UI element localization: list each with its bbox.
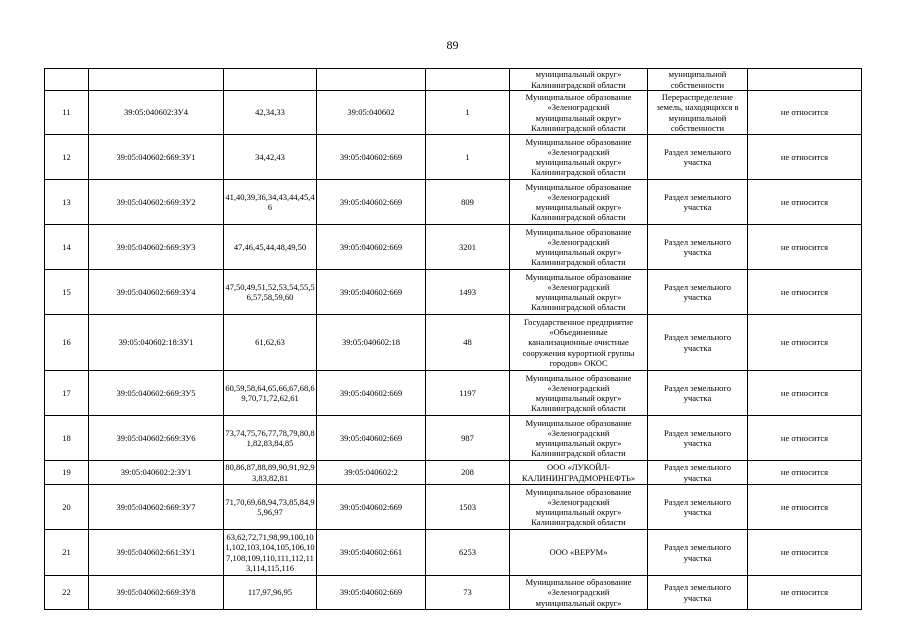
relation-cell	[748, 69, 862, 91]
formation-method-line: Раздел земельного	[664, 496, 731, 507]
relation-cell: не относится	[748, 416, 862, 461]
table-row	[45, 270, 862, 315]
owner-line: Калининградской области	[531, 79, 626, 90]
owner-line: «Зеленоградский	[547, 281, 610, 292]
owner-line: Муниципальное образование	[525, 486, 632, 497]
formation-method-cell	[648, 225, 748, 270]
owner-line: Калининградской области	[531, 212, 626, 223]
area-cell: 1	[426, 135, 510, 180]
owner-line: муниципальный округ»	[535, 157, 622, 167]
owner-line: Муниципальное образование	[525, 92, 632, 103]
formation-method-cell	[648, 371, 748, 416]
formation-method-line: собственности	[670, 122, 725, 133]
cadastral-number-cell	[89, 69, 224, 91]
owner-line: муниципальный округ»	[535, 292, 622, 302]
formation-method-line: Раздел земельного	[664, 542, 731, 553]
owner-line: «Зеленоградский	[547, 496, 610, 507]
formation-method-line: участка	[683, 202, 712, 212]
land-plots-table	[44, 68, 862, 610]
formation-method-line: Раздел земельного	[664, 191, 731, 202]
boundary-points-cell	[224, 69, 317, 91]
owner-line: Калининградской области	[531, 403, 626, 414]
formation-method-line: муниципальной	[668, 69, 727, 80]
formation-method-line: Раздел земельного	[664, 462, 731, 473]
cadastral-block-cell: 39:05:040602:669	[317, 371, 426, 416]
row-number-cell: 20	[45, 485, 89, 530]
owner-line: Государственное предприятие	[523, 317, 633, 328]
cadastral-block-cell: 39:05:040602:669	[317, 225, 426, 270]
formation-method-line: участка	[683, 592, 712, 603]
relation-cell: не относится	[748, 576, 862, 610]
table-row	[45, 315, 862, 371]
table-row	[45, 180, 862, 225]
formation-method-cell	[648, 135, 748, 180]
row-number-cell: 21	[45, 530, 89, 576]
formation-method-line: собственности	[670, 79, 725, 90]
cadastral-block-cell: 39:05:040602:669	[317, 180, 426, 225]
formation-method-cell	[648, 315, 748, 371]
owner-line: Калининградской области	[531, 448, 626, 459]
cadastral-number-cell: 39:05:040602:669:ЗУ4	[89, 270, 224, 315]
row-number-cell: 18	[45, 416, 89, 461]
cadastral-number-cell: 39:05:040602:669:ЗУ7	[89, 485, 224, 530]
boundary-points-cell: 47,50,49,51,52,53,54,55,56,57,58,59,60	[224, 270, 317, 315]
formation-method-line: участка	[683, 393, 712, 403]
cadastral-block-cell: 39:05:040602:669	[317, 416, 426, 461]
area-cell: 208	[426, 461, 510, 485]
owner-cell	[510, 69, 648, 91]
formation-method-line: участка	[683, 507, 712, 517]
owner-cell	[510, 530, 648, 576]
cadastral-number-cell: 39:05:040602:2:ЗУ1	[89, 461, 224, 485]
table-row	[45, 91, 862, 135]
cadastral-number-cell: 39:05:040602:669:ЗУ2	[89, 180, 224, 225]
formation-method-line: муниципальной	[668, 112, 727, 123]
boundary-points-cell: 60,59,58,64,65,66,67,68,69,70,71,72,62,61	[224, 371, 317, 416]
owner-line: ООО «ВЕРУМ»	[549, 547, 608, 558]
cadastral-number-cell: 39:05:040602:669:ЗУ1	[89, 135, 224, 180]
cadastral-block-cell: 39:05:040602:669	[317, 270, 426, 315]
owner-line: муниципальный округ»	[535, 597, 622, 608]
area-cell: 1503	[426, 485, 510, 530]
formation-method-line: Перераспределение	[661, 92, 734, 103]
cadastral-block-cell: 39:05:040602:661	[317, 530, 426, 576]
formation-method-line: Раздел земельного	[664, 332, 731, 343]
formation-method-cell	[648, 180, 748, 225]
table-row	[45, 485, 862, 530]
area-cell: 1493	[426, 270, 510, 315]
boundary-points-cell: 41,40,39,36,34,43,44,45,46	[224, 180, 317, 225]
formation-method-line: участка	[683, 552, 712, 563]
owner-line: муниципальный округ»	[535, 438, 622, 448]
formation-method-line: земель, находящихся в	[656, 102, 739, 113]
table-row	[45, 69, 862, 91]
owner-line: ООО «ЛУКОЙЛ-	[547, 462, 610, 473]
area-cell: 987	[426, 416, 510, 461]
boundary-points-cell: 34,42,43	[224, 135, 317, 180]
owner-line: сооружения курортной группы	[522, 347, 635, 358]
owner-line: Муниципальное образование	[525, 417, 632, 428]
formation-method-cell	[648, 69, 748, 91]
formation-method-line: участка	[683, 472, 712, 483]
area-cell: 1	[426, 91, 510, 135]
owner-line: канализационные очистные	[528, 337, 629, 348]
owner-line: Муниципальное образование	[525, 372, 632, 383]
cadastral-block-cell: 39:05:040602:669	[317, 576, 426, 610]
owner-line: муниципальный округ»	[535, 202, 622, 212]
formation-method-line: Раздел земельного	[664, 382, 731, 393]
owner-line: Муниципальное образование	[525, 271, 632, 282]
relation-cell: не относится	[748, 91, 862, 135]
cadastral-number-cell: 39:05:040602:669:ЗУ5	[89, 371, 224, 416]
cadastral-block-cell: 39:05:040602:2	[317, 461, 426, 485]
boundary-points-cell: 47,46,45,44,48,49,50	[224, 225, 317, 270]
relation-cell: не относится	[748, 225, 862, 270]
area-cell: 1197	[426, 371, 510, 416]
row-number-cell: 16	[45, 315, 89, 371]
owner-cell	[510, 576, 648, 610]
boundary-points-cell: 71,70,69,68,94,73,85,84,95,96,97	[224, 485, 317, 530]
table-row	[45, 225, 862, 270]
cadastral-number-cell: 39:05:040602:669:ЗУ3	[89, 225, 224, 270]
owner-line: «Объединенные	[549, 327, 608, 338]
row-number-cell: 11	[45, 91, 89, 135]
owner-line: муниципальный округ»	[535, 69, 622, 80]
formation-method-line: Раздел земельного	[664, 146, 731, 157]
owner-cell	[510, 225, 648, 270]
cadastral-number-cell: 39:05:040602:18:ЗУ1	[89, 315, 224, 371]
cadastral-block-cell: 39:05:040602:18	[317, 315, 426, 371]
cadastral-block-cell: 39:05:040602	[317, 91, 426, 135]
relation-cell: не относится	[748, 315, 862, 371]
relation-cell: не относится	[748, 371, 862, 416]
formation-method-cell	[648, 461, 748, 485]
relation-cell: не относится	[748, 461, 862, 485]
owner-line: Калининградской области	[531, 517, 626, 528]
relation-cell: не относится	[748, 135, 862, 180]
row-number-cell: 19	[45, 461, 89, 485]
owner-line: «Зеленоградский	[547, 191, 610, 202]
cadastral-number-cell: 39:05:040602:661:ЗУ1	[89, 530, 224, 576]
owner-line: муниципальный округ»	[535, 247, 622, 257]
area-cell: 6253	[426, 530, 510, 576]
boundary-points-cell: 63,62,72,71,98,99,100,101,102,103,104,105,106,107,108,109,110,111,112,113,114,115,116	[224, 530, 317, 576]
row-number-cell: 15	[45, 270, 89, 315]
table-row	[45, 371, 862, 416]
owner-cell	[510, 461, 648, 485]
formation-method-cell	[648, 485, 748, 530]
table-row	[45, 416, 862, 461]
boundary-points-cell: 42,34,33	[224, 91, 317, 135]
owner-line: Калининградской области	[531, 122, 626, 133]
area-cell: 48	[426, 315, 510, 371]
owner-line: КАЛИНИНГРАДМОРНЕФТЬ»	[521, 472, 636, 483]
owner-line: Муниципальное образование	[525, 181, 632, 192]
cadastral-number-cell: 39:05:040602:ЗУ4	[89, 91, 224, 135]
formation-method-cell	[648, 416, 748, 461]
owner-line: Муниципальное образование	[525, 136, 632, 147]
owner-cell	[510, 485, 648, 530]
owner-cell	[510, 91, 648, 135]
row-number-cell: 22	[45, 576, 89, 610]
area-cell: 73	[426, 576, 510, 610]
area-cell: 809	[426, 180, 510, 225]
owner-cell	[510, 180, 648, 225]
relation-cell: не относится	[748, 270, 862, 315]
cadastral-number-cell: 39:05:040602:669:ЗУ6	[89, 416, 224, 461]
row-number-cell: 13	[45, 180, 89, 225]
owner-cell	[510, 371, 648, 416]
owner-line: «Зеленоградский	[547, 427, 610, 438]
owner-cell	[510, 270, 648, 315]
owner-line: Муниципальное образование	[525, 577, 632, 588]
owner-line: Муниципальное образование	[525, 226, 632, 237]
area-cell	[426, 69, 510, 91]
owner-cell	[510, 416, 648, 461]
owner-cell	[510, 315, 648, 371]
formation-method-line: Раздел земельного	[664, 236, 731, 247]
owner-line: муниципальный округ»	[535, 393, 622, 403]
owner-line: «Зеленоградский	[547, 102, 610, 113]
table-row	[45, 530, 862, 576]
row-number-cell: 17	[45, 371, 89, 416]
formation-method-line: участка	[683, 292, 712, 302]
row-number-cell	[45, 69, 89, 91]
boundary-points-cell: 73,74,75,76,77,78,79,80,81,82,83,84,85	[224, 416, 317, 461]
owner-line: «Зеленоградский	[547, 236, 610, 247]
owner-line: муниципальный округ»	[535, 112, 622, 123]
relation-cell: не относится	[748, 180, 862, 225]
row-number-cell: 14	[45, 225, 89, 270]
formation-method-line: участка	[683, 438, 712, 448]
owner-line: «Зеленоградский	[547, 587, 610, 598]
cadastral-block-cell: 39:05:040602:669	[317, 135, 426, 180]
owner-line: Калининградской области	[531, 302, 626, 313]
formation-method-line: участка	[683, 157, 712, 167]
table-row	[45, 461, 862, 485]
formation-method-cell	[648, 530, 748, 576]
table-row	[45, 135, 862, 180]
owner-cell	[510, 135, 648, 180]
owner-line: городов» ОКОС	[549, 357, 608, 368]
owner-line: «Зеленоградский	[547, 382, 610, 393]
cadastral-block-cell	[317, 69, 426, 91]
area-cell: 3201	[426, 225, 510, 270]
formation-method-cell	[648, 270, 748, 315]
boundary-points-cell: 117,97,96,95	[224, 576, 317, 610]
relation-cell: не относится	[748, 485, 862, 530]
formation-method-line: Раздел земельного	[664, 427, 731, 438]
row-number-cell: 12	[45, 135, 89, 180]
formation-method-line: участка	[683, 247, 712, 257]
formation-method-cell	[648, 576, 748, 610]
formation-method-cell	[648, 91, 748, 135]
page-number: 89	[446, 38, 459, 52]
boundary-points-cell: 61,62,63	[224, 315, 317, 371]
formation-method-line: участка	[683, 342, 712, 353]
owner-line: Калининградской области	[531, 257, 626, 268]
boundary-points-cell: 80,86,87,88,89,90,91,92,93,83,82,81	[225, 462, 315, 483]
owner-line: муниципальный округ»	[535, 507, 622, 517]
table-row	[45, 576, 862, 610]
cadastral-number-cell: 39:05:040602:669:ЗУ8	[89, 576, 224, 610]
formation-method-line: Раздел земельного	[664, 281, 731, 292]
cadastral-block-cell: 39:05:040602:669	[317, 485, 426, 530]
formation-method-line: Раздел земельного	[664, 582, 731, 593]
owner-line: Калининградской области	[531, 167, 626, 178]
owner-line: «Зеленоградский	[547, 146, 610, 157]
relation-cell: не относится	[748, 530, 862, 576]
